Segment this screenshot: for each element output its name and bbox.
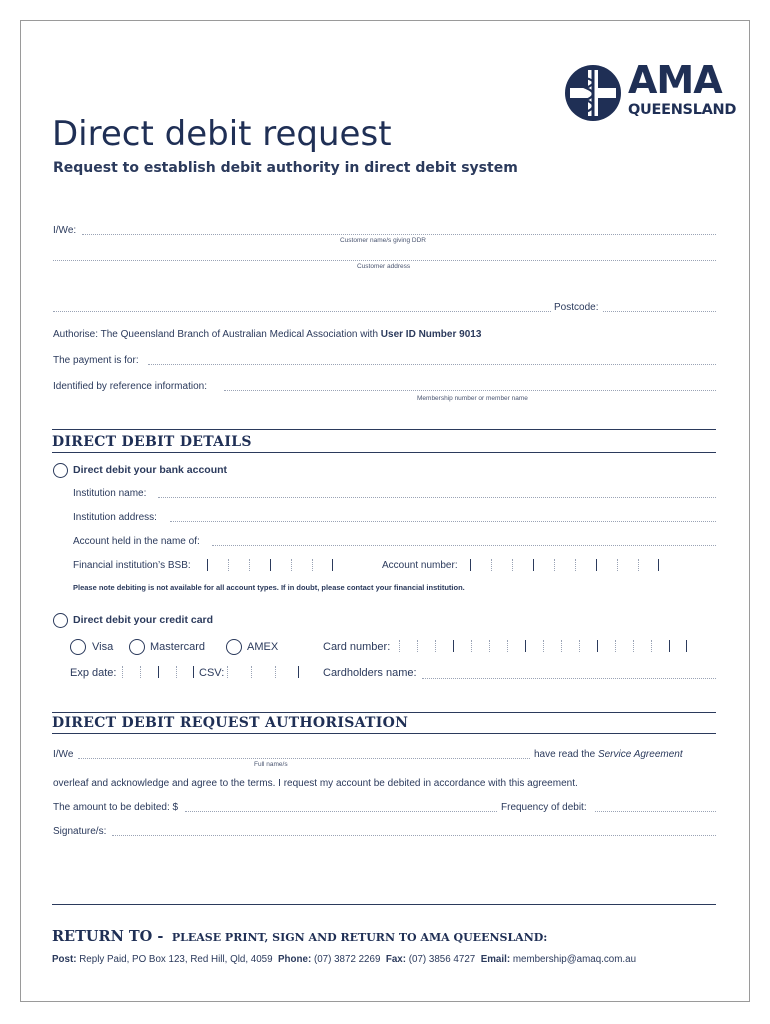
- signature-field[interactable]: [112, 835, 716, 836]
- bank-account-radio[interactable]: [53, 463, 68, 478]
- cardholder-field[interactable]: [422, 678, 716, 679]
- cardholder-label: Cardholders name:: [323, 667, 417, 679]
- full-name-field[interactable]: [78, 758, 530, 759]
- page-subtitle: Request to establish debit authority in direct debit system: [53, 160, 518, 176]
- exp-date-label: Exp date:: [70, 667, 117, 679]
- ama-logo: [564, 58, 737, 124]
- csv-boxes[interactable]: [227, 666, 299, 678]
- auth-iwe-label: I/We: [53, 749, 74, 760]
- post-label: Post:: [52, 954, 77, 965]
- read-text: have read the: [534, 749, 598, 760]
- return-instruction: PLEASE PRINT, SIGN AND RETURN TO AMA QUEENSLAND:: [171, 931, 548, 944]
- logo-region: QUEENSLAND: [628, 102, 737, 118]
- page-title: Direct debit request: [52, 114, 392, 154]
- fax-value: (07) 3856 4727: [408, 954, 476, 965]
- return-rule: [52, 904, 716, 905]
- payment-label: The payment is for:: [53, 355, 139, 366]
- read-agreement-text: [534, 749, 683, 760]
- mastercard-radio[interactable]: [129, 639, 145, 655]
- frequency-field[interactable]: [595, 811, 716, 812]
- mastercard-label: Mastercard: [150, 641, 206, 653]
- auth-top-rule: [52, 712, 716, 713]
- credit-card-radio[interactable]: [53, 613, 68, 628]
- email-value[interactable]: membership@amaq.com.au: [512, 954, 637, 965]
- auth-bottom-rule: [52, 733, 716, 734]
- amex-label: AMEX: [247, 641, 279, 653]
- post-value: Reply Paid, PO Box 123, Red Hill, Qld, 4059: [79, 954, 273, 965]
- card-number-boxes[interactable]: [399, 640, 687, 652]
- amex-radio[interactable]: [226, 639, 242, 655]
- details-top-rule: [52, 429, 716, 430]
- bank-note: Please note debiting is not available for all account types. If in doubt, please contact your financial institution.: [73, 583, 465, 592]
- credit-card-option: Direct debit your credit card: [73, 614, 214, 626]
- email-label: Email:: [480, 954, 511, 965]
- fax-label: Fax:: [385, 954, 407, 965]
- institution-name-field[interactable]: [158, 497, 716, 498]
- payment-field[interactable]: [148, 364, 716, 365]
- frequency-label: Frequency of debit:: [501, 802, 587, 813]
- details-bottom-rule: [52, 452, 716, 453]
- account-held-label: Account held in the name of:: [73, 536, 200, 547]
- bsb-boxes[interactable]: [207, 559, 333, 571]
- logo-brand: AMA: [628, 58, 722, 102]
- customer-address-field-2[interactable]: [53, 311, 551, 312]
- reference-field[interactable]: [224, 390, 716, 391]
- card-number-label: Card number:: [323, 641, 391, 653]
- institution-address-field[interactable]: [170, 521, 716, 522]
- return-heading-row: [52, 928, 547, 946]
- postcode-field[interactable]: [603, 311, 716, 312]
- institution-address-label: Institution address:: [73, 512, 157, 523]
- iwe-label: I/We:: [53, 225, 77, 236]
- visa-label: Visa: [92, 641, 114, 653]
- exp-date-boxes[interactable]: [122, 666, 194, 678]
- overleaf-text: overleaf and acknowledge and agree to the terms. I request my account be debited in accordance with this agreement.: [53, 778, 578, 789]
- customer-name-hint: Customer name/s giving DDR: [340, 237, 426, 244]
- bank-account-option: Direct debit your bank account: [73, 464, 228, 476]
- contact-line: [52, 954, 636, 965]
- bsb-label: Financial institution’s BSB:: [73, 560, 191, 571]
- amount-field[interactable]: [185, 811, 497, 812]
- authorise-text: [53, 329, 481, 340]
- phone-label: Phone:: [278, 954, 312, 965]
- user-id: User ID Number 9013: [380, 329, 482, 340]
- account-number-boxes[interactable]: [470, 559, 659, 571]
- phone-value: (07) 3872 2269: [313, 954, 381, 965]
- institution-name-label: Institution name:: [73, 488, 147, 499]
- return-heading: RETURN TO -: [52, 928, 164, 945]
- signature-label: Signature/s:: [53, 826, 107, 837]
- details-heading: DIRECT DEBIT DETAILS: [52, 434, 252, 450]
- customer-address-hint: Customer address: [357, 263, 411, 270]
- customer-name-field[interactable]: [82, 234, 716, 235]
- medical-cross-icon: [564, 64, 622, 122]
- visa-radio[interactable]: [70, 639, 86, 655]
- account-number-label: Account number:: [382, 560, 458, 571]
- postcode-label: Postcode:: [554, 302, 599, 313]
- amount-label: The amount to be debited: $: [53, 802, 179, 813]
- reference-label: Identified by reference information:: [53, 381, 207, 392]
- reference-hint: Membership number or member name: [417, 395, 528, 402]
- authorise-label: Authorise: The Queensland Branch of Australian Medical Association with: [53, 329, 381, 340]
- service-agreement: Service Agreement: [597, 749, 683, 760]
- full-name-hint: Full name/s: [254, 761, 288, 768]
- customer-address-field[interactable]: [53, 260, 716, 261]
- account-held-field[interactable]: [212, 545, 716, 546]
- csv-label: CSV:: [199, 667, 225, 679]
- auth-heading: DIRECT DEBIT REQUEST AUTHORISATION: [52, 715, 409, 731]
